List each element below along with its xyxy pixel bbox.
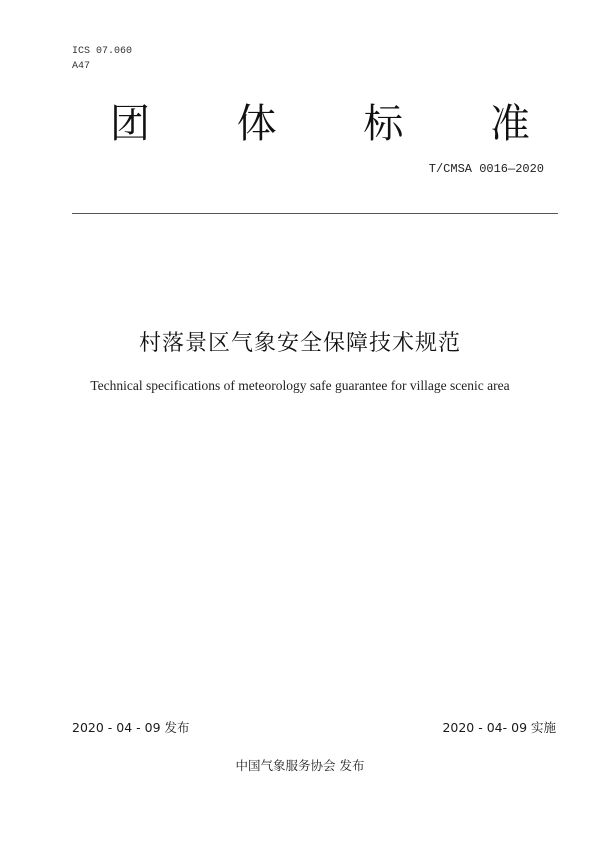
publisher: 中国气象服务协会 发布	[235, 758, 365, 773]
implementation-date: 2020 - 04- 09 实施	[442, 720, 556, 735]
doc-type-char-1: 团	[110, 101, 150, 147]
classification-codes	[72, 44, 132, 74]
doc-type-char-2: 体	[236, 101, 277, 147]
standard-number: T/CMSA 0016—2020	[428, 162, 544, 176]
doc-type-char-3: 标	[363, 101, 404, 147]
title-english: Technical specifications of meteorology safe guarantee for village scenic area	[90, 378, 510, 393]
ics-code: ICS 07.060	[72, 46, 133, 57]
header-divider	[72, 213, 558, 214]
issue-date: 2020 - 04 - 09 发布	[72, 720, 190, 735]
title-chinese: 村落景区气象安全保障技术规范	[138, 331, 461, 356]
document-type-heading	[110, 96, 530, 152]
ccs-code: A47	[72, 61, 91, 72]
doc-type-char-4: 准	[489, 101, 530, 147]
